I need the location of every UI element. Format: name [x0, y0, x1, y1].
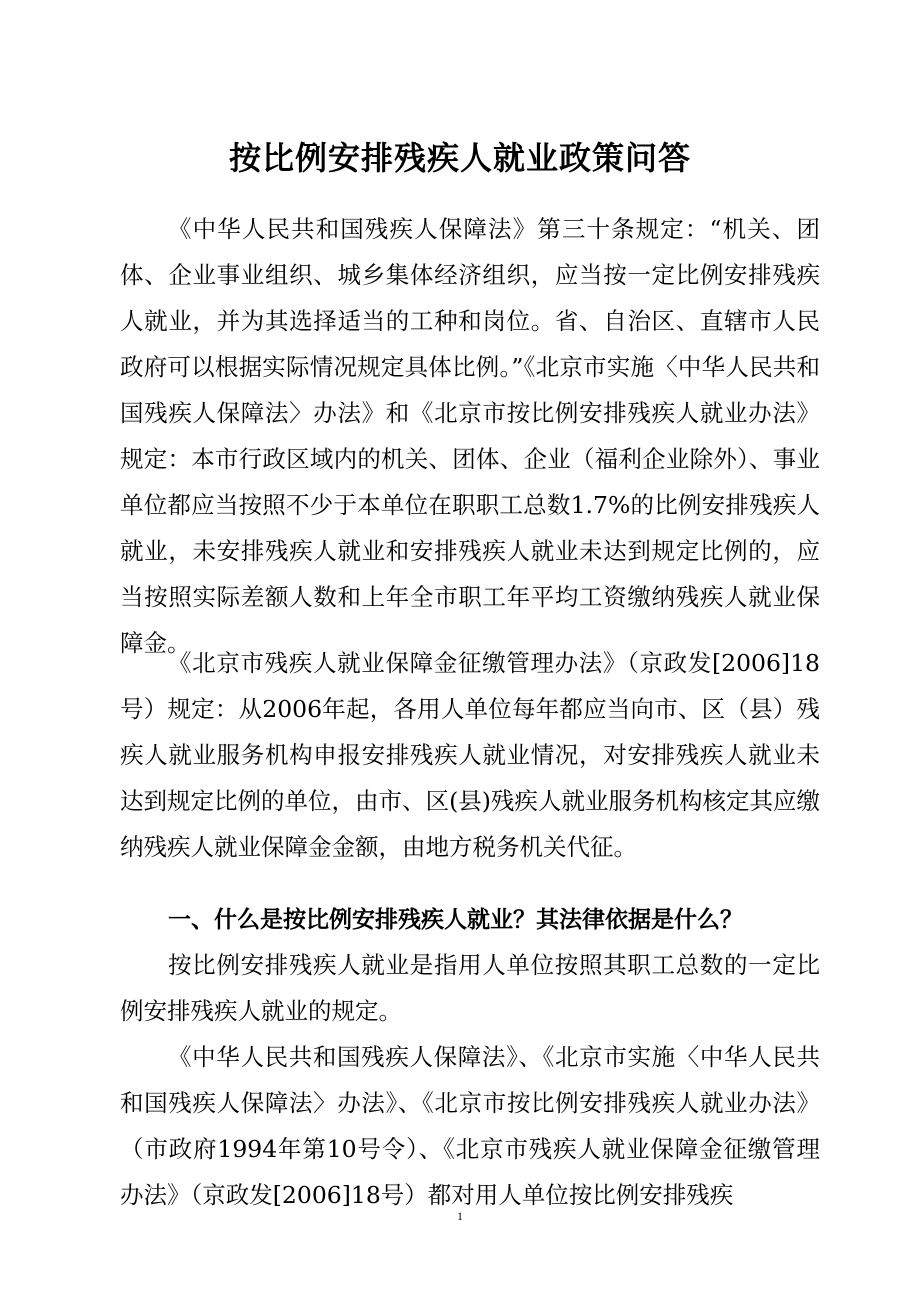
- intro-paragraph-2: 《北京市残疾人就业保障金征缴管理办法》（京政发[2006]18号）规定：从2006年起，各用人单位每年都应当向市、区（县）残疾人就业服务机构申报安排残疾人就业情况，对安排残疾人就业未达到规定比例的单位，由市、区(县)残疾人就业服务机构核定其应缴纳残疾人就业保障金金额，由地方税务机关代征。: [120, 649, 820, 861]
- page-number: 1: [457, 1209, 463, 1223]
- section-1-paragraph-1: 按比例安排残疾人就业是指用人单位按照其职工总数的一定比例安排残疾人就业的规定。: [120, 951, 820, 1025]
- document-title: 按比例安排残疾人就业政策问答: [228, 139, 691, 178]
- section-1-heading: 一、什么是按比例安排残疾人就业？其法律依据是什么？: [168, 907, 743, 933]
- intro-paragraph-1: 《中华人民共和国残疾人保障法》第三十条规定：“机关、团体、企业事业组织、城乡集体经济组织，应当按一定比例安排残疾人就业，并为其选择适当的工种和岗位。省、自治区、直辖市人民政府可以根据实际情况规定具体比例。”《北京市实施〈中华人民共和国残疾人保障法〉办法》和《北京市按比例安排残疾人就业办法》规定：本市行政区域内的机关、团体、企业（福利企业除外）、事业单位都应当按照不少于本单位在职职工总数1.7%的比例安排残疾人就业，未安排残疾人就业和安排残疾人就业未达到规定比例的，应当按照实际差额人数和上年全市职工年平均工资缴纳残疾人就业保障金。: [120, 215, 820, 657]
- section-1-paragraph-2: 《中华人民共和国残疾人保障法》、《北京市实施〈中华人民共和国残疾人保障法〉办法》、《北京市按比例安排残疾人就业办法》（市政府1994年第10号令）、《北京市残疾人就业保障金征缴管理办法》（京政发[2006]18号）都对用人单位按比例安排残疾: [120, 1043, 820, 1209]
